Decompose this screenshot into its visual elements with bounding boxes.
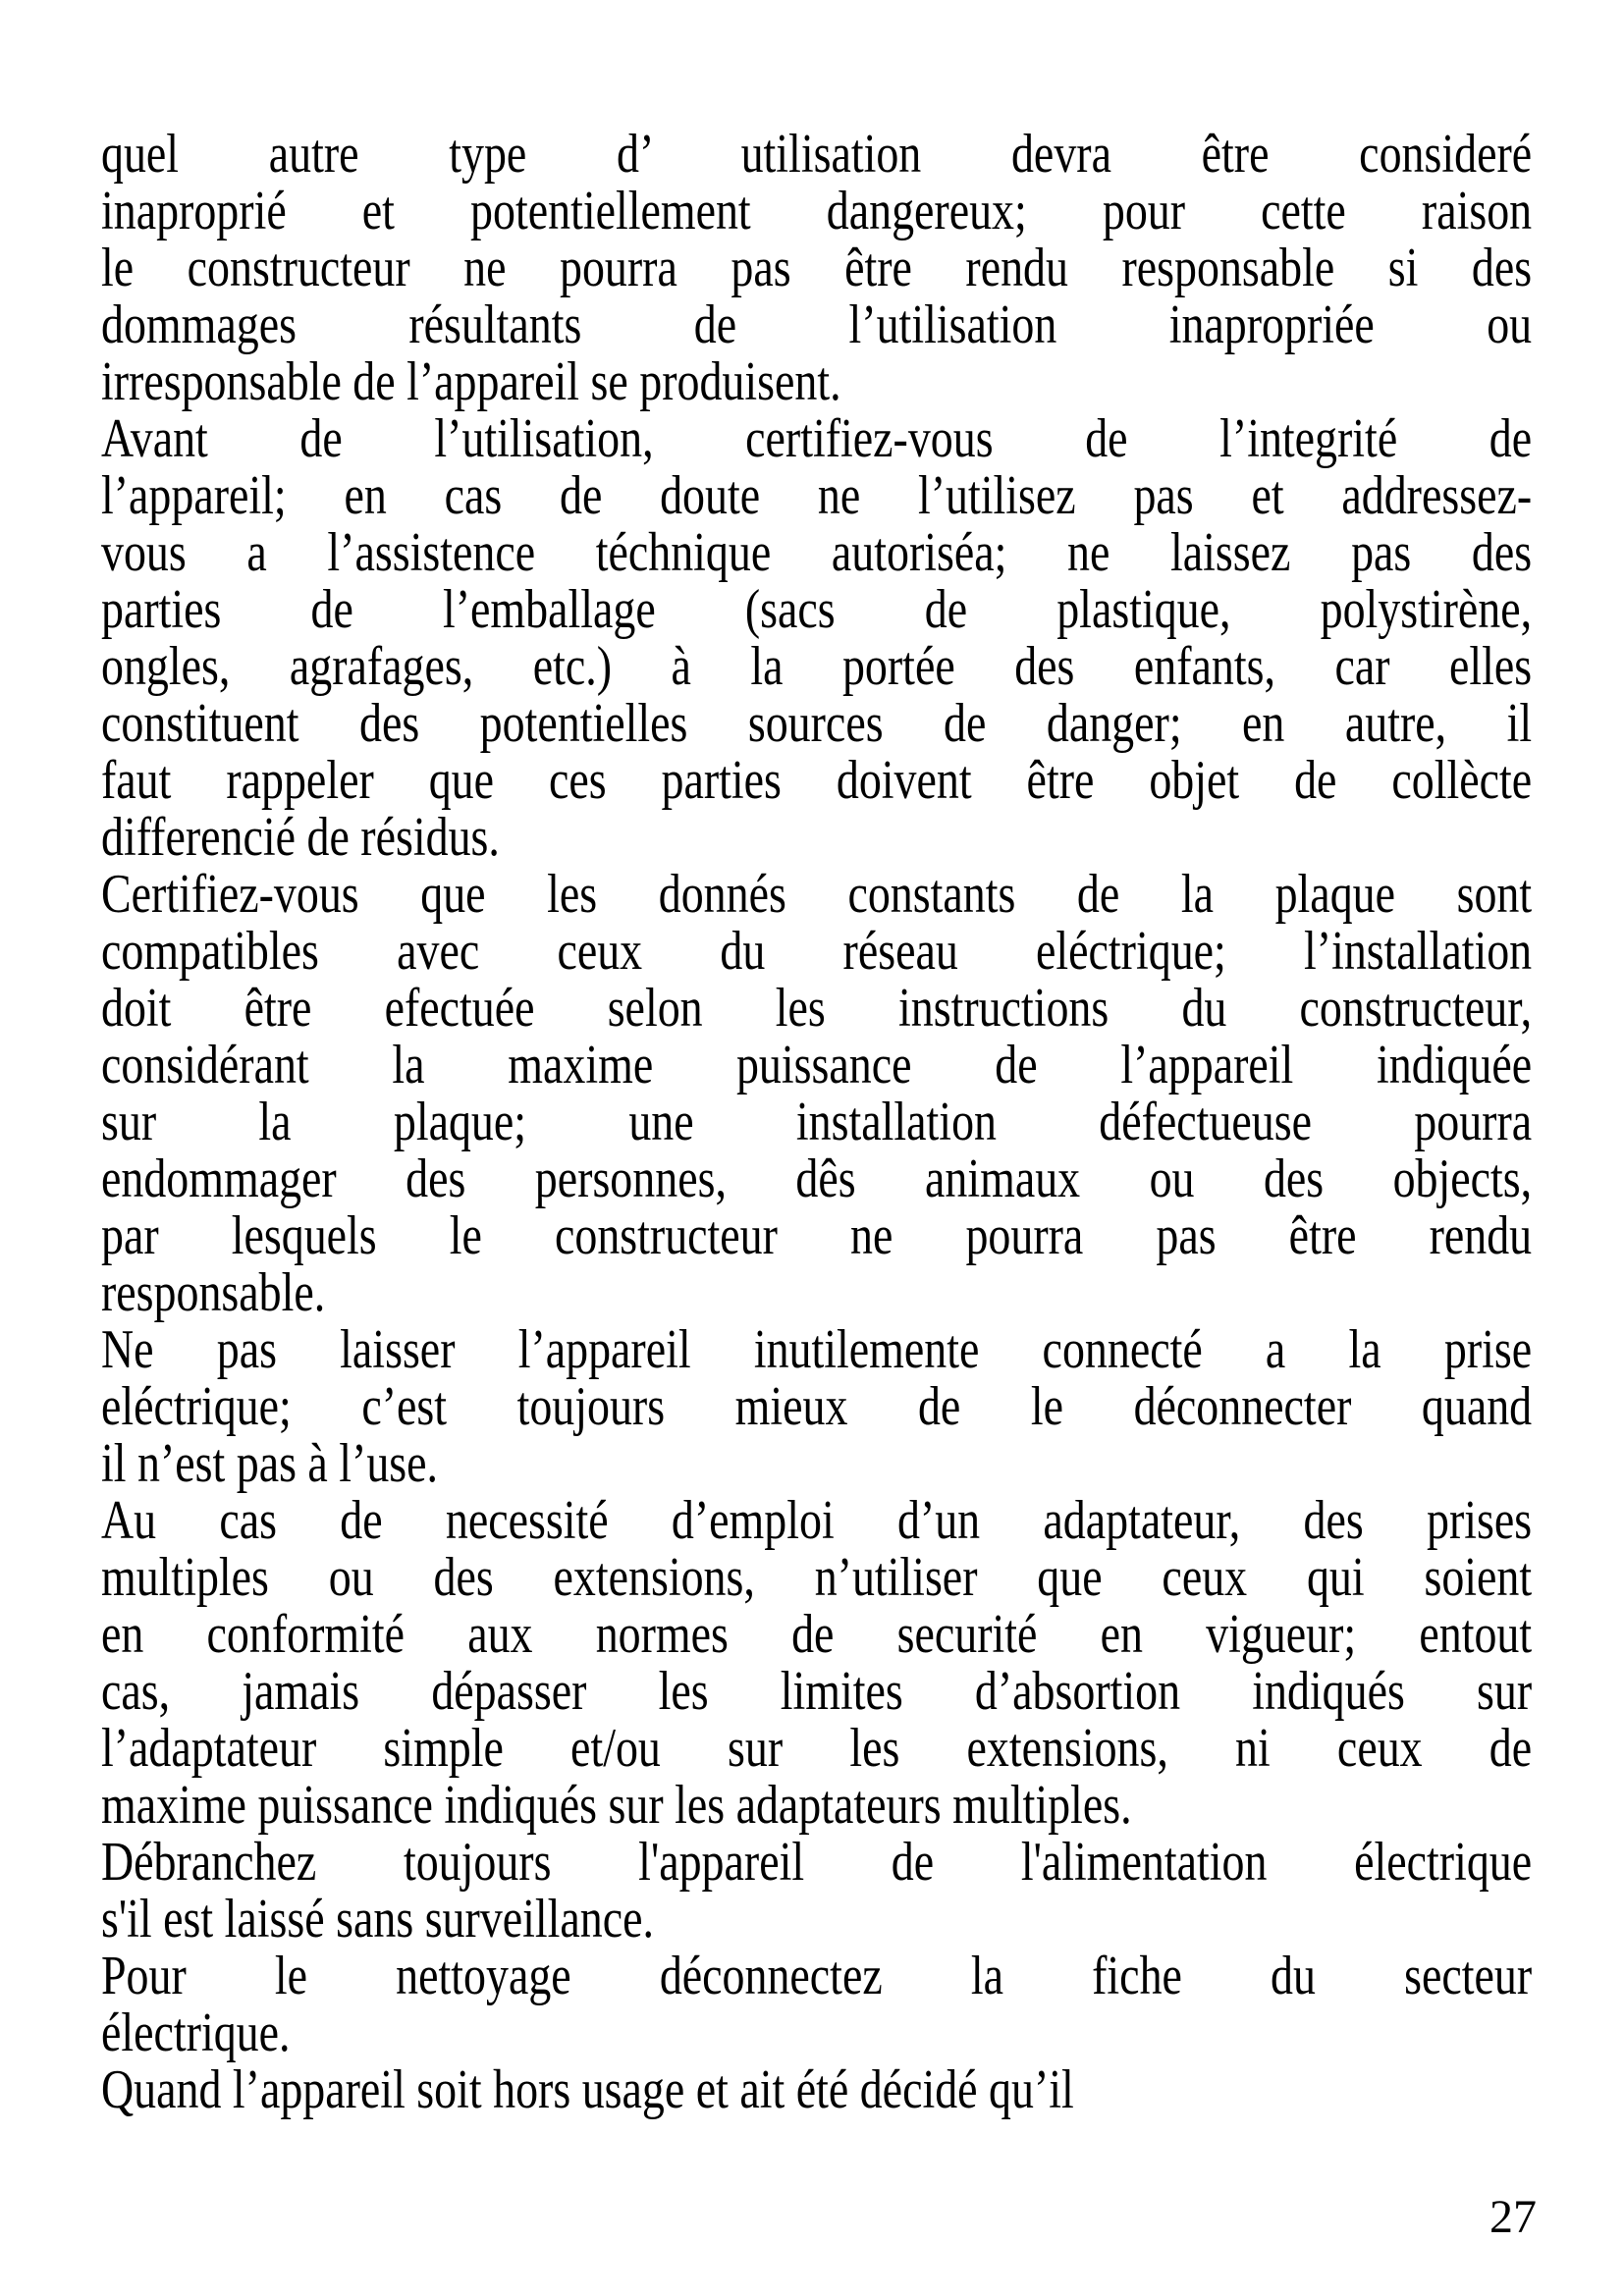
text-line: par lesquels le constructeur ne pourra pas être rendu: [101, 1205, 1533, 1266]
text-line: Débranchez toujours l'appareil de l'alimentation électrique: [101, 1832, 1533, 1893]
text-line: multiples ou des extensions, n’utiliser que ceux qui soient: [101, 1547, 1533, 1608]
text-line: dommages résultants de l’utilisation inapropriée ou: [101, 294, 1533, 355]
page-number: 27: [1489, 2191, 1537, 2243]
text-line: l’adaptateur simple et/ou sur les extensions, ni ceux de: [101, 1718, 1533, 1779]
text-line: irresponsable de l’appareil se produisent.: [101, 351, 841, 412]
text-line: vous a l’assistence téchnique autoriséa; ne laissez pas des: [101, 522, 1533, 583]
text-line: responsable.: [101, 1262, 326, 1323]
text-line: l’appareil; en cas de doute ne l’utilisez pas et addressez-: [101, 465, 1533, 526]
text-line: eléctrique; c’est toujours mieux de le déconnecter quand: [101, 1376, 1533, 1437]
text-line: parties de l’emballage (sacs de plastique, polystirène,: [101, 579, 1533, 640]
text-line: quel autre type d’ utilisation devra être consideré: [101, 124, 1533, 185]
text-line: Pour le nettoyage déconnectez la fiche du secteur: [101, 1946, 1533, 2006]
text-line: inaproprié et potentiellement dangereux; pour cette raison: [101, 181, 1533, 241]
text-line: Certifiez-vous que les donnés constants de la plaque sont: [101, 864, 1533, 925]
text-line: cas, jamais dépasser les limites d’absortion indiqués sur: [101, 1661, 1533, 1722]
text-line: faut rappeler que ces parties doivent être objet de collècte: [101, 750, 1533, 811]
text-line: endommager des personnes, dês animaux ou des objects,: [101, 1148, 1533, 1209]
text-line: doit être efectuée selon les instructions du constructeur,: [101, 978, 1533, 1039]
text-line: Au cas de necessité d’emploi d’un adaptateur, des prises: [101, 1490, 1533, 1551]
text-line: électrique.: [101, 2002, 291, 2063]
text-line: differencié de résidus.: [101, 807, 500, 868]
text-line: Quand l’appareil soit hors usage et ait été décidé qu’il: [101, 2059, 1074, 2120]
text-line: compatibles avec ceux du réseau eléctrique; l’installation: [101, 921, 1533, 982]
text-line: Avant de l’utilisation, certifiez-vous de l’integrité de: [101, 408, 1533, 469]
body-text: [101, 126, 1532, 2118]
text-line: sur la plaque; une installation défectueuse pourra: [101, 1092, 1533, 1152]
text-line: constituent des potentielles sources de danger; en autre, il: [101, 693, 1533, 754]
text-line: le constructeur ne pourra pas être rendu responsable si des: [101, 238, 1533, 298]
text-line: Ne pas laisser l’appareil inutilemente connecté a la prise: [101, 1319, 1533, 1380]
text-line: en conformité aux normes de securité en vigueur; entout: [101, 1604, 1533, 1665]
text-line: ongles, agrafages, etc.) à la portée des enfants, car elles: [101, 636, 1533, 697]
text-line: considérant la maxime puissance de l’appareil indiquée: [101, 1035, 1533, 1095]
text-line: maxime puissance indiqués sur les adaptateurs multiples.: [101, 1775, 1132, 1836]
text-block-container: [101, 126, 1624, 2118]
text-line: s'il est laissé sans surveillance.: [101, 1889, 655, 1949]
text-line: il n’est pas à l’use.: [101, 1433, 439, 1494]
